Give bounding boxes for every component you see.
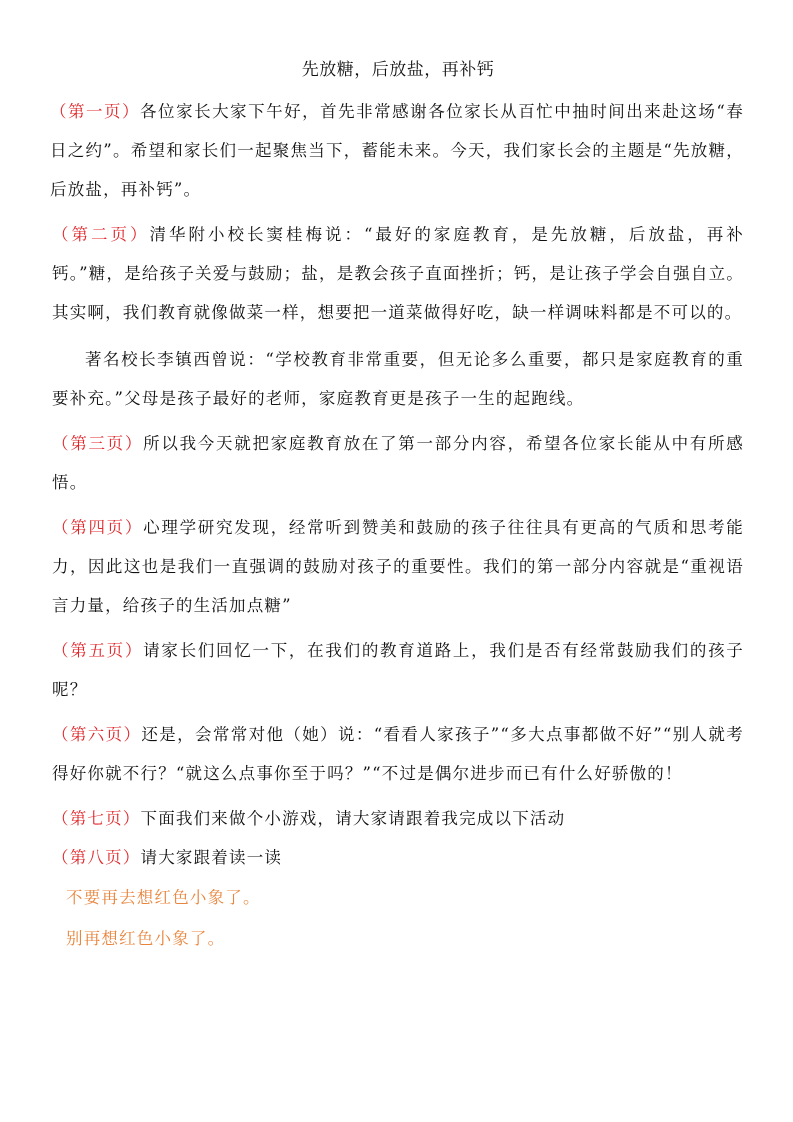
document-page: [52, 56, 744, 959]
page-label: （第四页）: [52, 518, 144, 537]
page-label: （第八页）: [52, 848, 141, 867]
page-label: （第五页）: [52, 641, 144, 660]
paragraph-text: 请大家跟着读一读: [140, 848, 283, 867]
reading-line: 不要再去想红色小象了。: [66, 888, 261, 907]
paragraph-page-4: [52, 508, 744, 625]
paragraph-quote-li-zhenxi: [52, 340, 744, 418]
paragraph-page-6: [52, 715, 744, 793]
paragraph-text: 所以我今天就把家庭教育放在了第一部分内容，希望各位家长能从中有所感悟。: [52, 434, 744, 492]
paragraph-text: 各位家长大家下午好，首先非常感谢各位家长从百忙中抽时间出来赴这场“春日之约”。希望和家长们一起聚焦当下，蓄能未来。今天，我们家长会的主题是“先放糖，后放盐，再补钙”。: [50, 102, 744, 199]
paragraph-text: 还是，会常常对他（她）说：“看看人家孩子”“多大点事都做不好”“别人就考得好你就不行？“就这么点事你至于吗？”“不过是偶尔进步而已有什么好骄傲的！: [52, 725, 744, 783]
paragraph-text: 著名校长李镇西曾说：“学校教育非常重要，但无论多么重要，都只是家庭教育的重要补充。”父母是孩子最好的老师，家庭教育更是孩子一生的起跑线。: [52, 350, 744, 408]
paragraph-page-1: [50, 92, 744, 209]
paragraph-page-2: [52, 215, 744, 332]
reading-line: 别再想红色小象了。: [66, 929, 226, 948]
page-label: （第二页）: [52, 225, 150, 244]
page-label: （第一页）: [50, 102, 141, 121]
document-title: 先放糖，后放盐，再补钙: [301, 60, 495, 80]
page-label: （第六页）: [52, 725, 142, 744]
paragraph-page-8: [52, 838, 744, 877]
paragraph-text: 请家长们回忆一下，在我们的教育道路上，我们是否有经常鼓励我们的孩子呢？: [52, 641, 744, 699]
paragraph-text: 心理学研究发现，经常听到赞美和鼓励的孩子往往具有更高的气质和思考能力，因此这也是我们一直强调的鼓励对孩子的重要性。我们的第一部分内容就是“重视语言力量，给孩子的生活加点糖”: [52, 518, 744, 615]
page-label: （第七页）: [52, 809, 141, 828]
page-label: （第三页）: [52, 434, 144, 453]
paragraph-page-7: [52, 799, 744, 838]
paragraph-text: 清华附小校长窦桂梅说：“最好的家庭教育，是先放糖，后放盐，再补钙。”糖，是给孩子关爱与鼓励；盐，是教会孩子直面挫折；钙，是让孩子学会自强自立。其实啊，我们教育就像做菜一样，想要把一道菜做得好吃，缺一样调味料都是不可以的。: [52, 225, 744, 322]
paragraph-text: 下面我们来做个小游戏，请大家请跟着我完成以下活动: [140, 809, 566, 828]
paragraph-page-5: [52, 631, 744, 709]
paragraph-page-3: [52, 424, 744, 502]
